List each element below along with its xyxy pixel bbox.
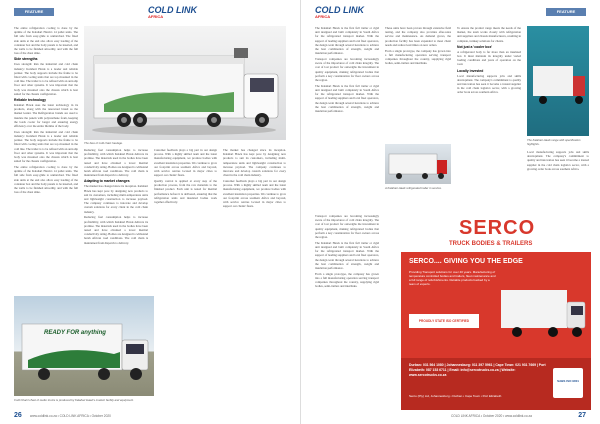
body-text: Reducing fuel consumption helps to increase profitability, with which Kalahari Hawk delivers its promise. The materials used in the bodies have been tested and have obtained a lower thermal conductivity rating. Bodies are designed to withstand harsh African road conditions. The cold chain is maintained from dispatch to delivery.: [84, 215, 148, 245]
photo-caption-right: The Kalahari Hawk range with specification highlights.: [527, 138, 581, 146]
section-label: FEATURE: [546, 8, 586, 16]
brand-logo: [148, 5, 197, 18]
body-text: Customer feedback plays a big part in our design process. With a highly skilled team and the latest manufacturing equipment, we produce bodies with excellent insulation properties. We continue to grow our footprint across southern Africa and beyond, with service centres located in major cities to support our clients' fleets.: [154, 148, 217, 178]
truck-illustration: [14, 296, 154, 396]
advert-tagline: SERCO.... GIVING YOU THE EDGE: [409, 258, 523, 265]
trailer-photo-mid: [385, 144, 451, 184]
advert-subtitle: TRUCK BODIES & TRAILERS: [449, 241, 533, 247]
subheading: Adapting to market changes: [84, 179, 130, 184]
trailer-photo-right: [527, 26, 589, 136]
advert-contacts[interactable]: Durban: 031 564 1080 | Johannesburg: 011 397 5961 | Cape Town: 021 931 7669 | Port Elizabeth: 087 153 6711 | Email: info@sercotrucks.co.za | Website: www.sercotrucks.co.za: [409, 363, 546, 377]
body-text: Transport companies are becoming increasingly aware of the importance of cold chain integrity. The cost of lost product far outweighs the investment in quality equipment, making refrigerated bodies that perform a key consideration for fleet owners across the region.: [315, 57, 379, 83]
advert-footer: [401, 358, 591, 410]
truck-photo-bottom: [14, 296, 154, 396]
advert-header: [401, 214, 591, 252]
advert-address: Serco (Pty) Ltd, Johannesburg • Durban • Cape Town • Port Elizabeth: [409, 394, 502, 398]
body-text: Reducing fuel consumption helps to increase profitability, with which Kalahari Hawk delivers its promise. The materials used in the bodies have been tested and have obtained a lower thermal conductivity rating. Bodies are designed to withstand harsh African road conditions. The cold chain is maintained from dispatch to delivery.: [84, 148, 148, 178]
subheading: Side strengths: [14, 57, 38, 62]
body-text: From a single prototype, the company has grown into a full manufacturing operation serving transport companies throughout the country, supplying rigid bodies, semi-trailers and interlinks.: [315, 271, 379, 289]
body-text: From a single prototype, the company has grown into a full manufacturing operation serving transport companies throughout the country, supplying rigid bodies, semi-trailers and interlinks.: [385, 48, 451, 66]
right-column-3: [457, 26, 521, 210]
brand-name: COLD LINK: [315, 5, 364, 15]
trailer-illustration: [385, 144, 451, 184]
right-column-4: [527, 150, 589, 210]
body-text: Local manufacturing supports jobs and skills development. The company's commitment to quality and innovation has seen it become a trusted supplier in the cold chain logistics sector, with a growing order book across southern Africa.: [527, 150, 589, 171]
body-text: A refrigerated body is far more than an insulated box. It must maintain its integrity under varied loading conditions and years of operation on the road.: [457, 49, 521, 67]
body-text: Uses strength: Ran the industrial and cold chain industry: Kalahari Hawk is a leader and reliable partner. The body supports include the frame to be fitted with cooling units that are top mounted in the cold line. The trailer is to be refined with an anti-slip floor and other systems. It was important that the body was mounted onto the chassis which is best suited for the chassis configuration.: [14, 129, 78, 164]
photo-caption-top: The face of cold chain haulage.: [84, 141, 123, 145]
body-text: The Kalahari Hawk is the first full trailer or rigid unit designed and built completely in South Africa for the refrigerated transport market. With the support of leading suppliers and local fleet operators, the design went through several iterations to achieve the best combination of strength, weight and insulation performance.: [315, 240, 379, 271]
body-text: The entire refrigeration cooling is done by the uptime of the Kalahari Hawk's 14 pallet units. The full side from easy-glide to unmatched. The fixed side units at the end also allow easy loading of the container box and the body panels to be inserted, and the walls to be finished smoothly, and with the full loss of the chest alike.: [14, 165, 78, 195]
serco-advert[interactable]: [401, 214, 591, 410]
left-column-3: [154, 148, 286, 364]
footer-left: www.coldlink.co.za • COLD LINK AFRICA • October 2020: [30, 414, 111, 418]
body-text: Local manufacturing supports jobs and skills development. The company's commitment to quality and innovation has seen it become a trusted supplier in the cold chain logistics sector, with a growing order book across southern Africa.: [457, 73, 521, 95]
photo-caption-mid: A Kalahari Hawk refrigerated trailer in service.: [385, 186, 442, 190]
body-text: The entire refrigeration cooling is done by the uptime of the Kalahari Hawk's 14 pallet units. The full side from easy-glide to unmatched. The fixed side units at the end also allow easy loading of the container box and the body panels to be inserted, and the walls to be finished smoothly, and with the full loss of the chest alike.: [14, 26, 78, 56]
right-column-1: [315, 26, 379, 210]
body-text: Transport companies are becoming increasingly aware of the importance of cold chain integrity. The cost of lost product far outweighs the investment in quality equipment, making refrigerated bodies that perform a key consideration for fleet owners across the region.: [315, 214, 379, 240]
advert-brand: SERCO: [459, 217, 536, 239]
brand-logo: [315, 5, 364, 18]
brand-tag: AFRICA: [315, 14, 331, 19]
iso-logo: SABS ISO 9001: [553, 368, 583, 398]
body-text: Quality control is applied at every step of the production process, from the raw materials to the finished product. Each unit is tested for thermal performance before it is delivered, ensuring that the refrigeration units and insulated bodies work together effectively.: [154, 179, 217, 205]
right-page: [300, 0, 600, 424]
body-text: The market has changed since its inception. Kalahari Hawk has kept pace by designing new products to suit its customers, including multi-temperature units and lightweight construction to increase payload. The company continues to innovate and develop custom solutions for every client in the cold chain industry.: [84, 184, 148, 214]
right-column-2: [385, 26, 451, 144]
body-text: Uses strength: Ran the industrial and cold chain industry: Kalahari Hawk is a leader and reliable partner. The body supports include the frame to be fitted with cooling units that are top mounted in the cold line. The trailer is to be refined with an anti-slip floor and other systems. It was important that the body was mounted onto the chassis which is best suited for the chassis configuration.: [14, 62, 78, 96]
truck-slogan: READY FOR anything: [44, 330, 106, 336]
footer-right: COLD LINK AFRICA • October 2020 • www.coldlink.co.za: [451, 414, 532, 418]
advert-body: Providing Transport solutions for over 40 years. Manufacturing of temperature controlled bodies and trailers, fleet maintenance and a full range of refurbishments. Reliable products backed by a team of experts.: [409, 270, 496, 286]
truck-illustration: [84, 26, 286, 140]
right-column-1b: [315, 214, 379, 404]
page-number-left: 26: [14, 412, 22, 419]
body-text: To ensure the product range meets the needs of the market, the team works closely with refrigeration unit suppliers and chassis manufacturers, resulting in complete, turnkey solutions for clients.: [457, 26, 521, 43]
subheading: Reliable technology: [14, 98, 47, 103]
body-text: The Kalahari Hawk is the first full trailer or rigid unit designed and built completely in South Africa for the refrigerated transport market. With the support of leading suppliers and local fleet operators, the design went through several iterations to achieve the best combination of strength, weight and insulation performance.: [315, 83, 379, 114]
body-text: Customer feedback plays a big part in our design process. With a highly skilled team and the latest manufacturing equipment, we produce bodies with excellent insulation properties. We continue to grow our footprint across southern Africa and beyond, with service centres located in major cities to support our clients' fleets.: [223, 179, 286, 209]
brand-name: COLD LINK: [148, 5, 197, 15]
advert-truck-image: [497, 264, 589, 354]
body-text: The market has changed since its inception. Kalahari Hawk has kept pace by designing new products to suit its customers, including multi-temperature units and lightweight construction to increase payload. The company continues to innovate and develop custom solutions for every client in the cold chain industry.: [223, 148, 286, 178]
subheading: Locally invested: [457, 68, 484, 73]
body-text: These units have been proven through extensive field testing, and the company also provides after-sales service and maintenance. As demand grows, the production facility has been expanded to meet client needs and reduce lead times on new orders.: [385, 26, 451, 47]
body-text: The Kalahari Hawk is the first full trailer or rigid unit designed and built completely in South Africa for the refrigerated transport market. With the support of leading suppliers and local fleet operators, the design went through several iterations to achieve the best combination of strength, weight and insulation performance.: [315, 26, 379, 56]
page-number-right: 27: [578, 412, 586, 419]
subheading: Not just a 'cooler box': [457, 44, 493, 49]
brand-tag: AFRICA: [148, 14, 164, 19]
advert-badge: PROUDLY STATE ISO CERTIFIED: [409, 314, 479, 328]
body-text: Kalahari Hawk uses the latest technology in its products, along with the renowned brand as the market leader. The Refrigeration brands are used to insulate the panels with polyurethane foam, keeping the loads cooler for longer and ensuring energy efficiency over the entire lifetime of the body.: [14, 103, 78, 129]
photo-caption-bottom: Cold Chain's fleet of reefer trucks is produced by Kalahari Hawk's modern facility and equipment.: [14, 398, 134, 402]
truck-photo-top: [84, 26, 286, 140]
trailer-illustration: [527, 26, 589, 136]
section-label: FEATURE: [14, 8, 54, 16]
